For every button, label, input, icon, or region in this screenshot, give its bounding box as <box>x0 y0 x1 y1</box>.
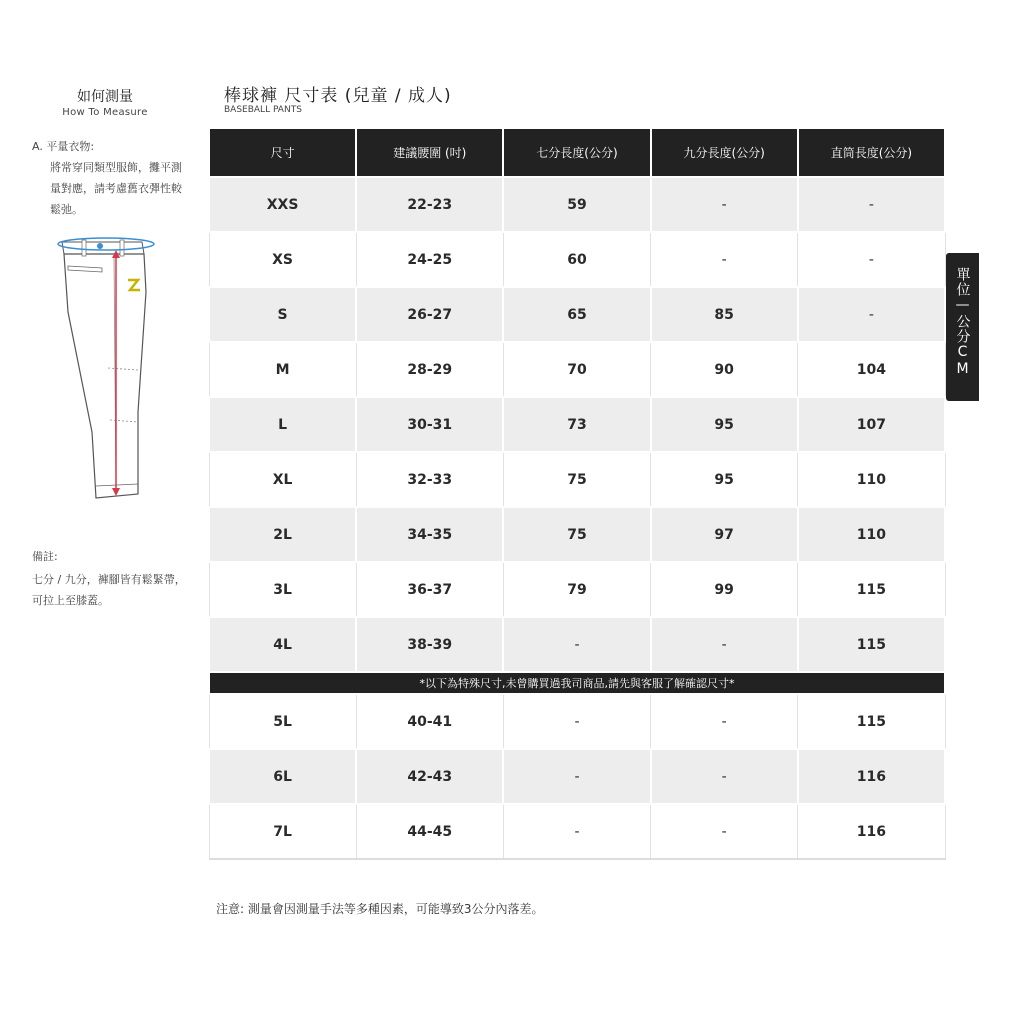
table-cell: L <box>209 397 356 452</box>
table-cell: - <box>798 232 945 287</box>
header-straight-length: 直筒長度(公分) <box>798 128 945 177</box>
table-row <box>209 562 945 617</box>
table-cell: 110 <box>798 452 945 507</box>
table-row <box>209 232 945 287</box>
table-cell: 26-27 <box>356 287 503 342</box>
table-cell: 90 <box>651 342 798 397</box>
how-to-measure-title-en: How To Measure <box>62 107 148 118</box>
table-cell: 60 <box>503 232 650 287</box>
header-size: 尺寸 <box>209 128 356 177</box>
table-cell: XXS <box>209 177 356 232</box>
table-cell: 73 <box>503 397 650 452</box>
table-cell: 99 <box>651 562 798 617</box>
table-row <box>209 749 945 804</box>
footnote: 注意: 測量會因測量手法等多種因素，可能導致3公分內落差。 <box>216 902 544 916</box>
table-cell: 65 <box>503 287 650 342</box>
table-cell: 5L <box>209 694 356 749</box>
table-cell: - <box>651 617 798 672</box>
table-cell: XS <box>209 232 356 287</box>
table-cell: - <box>798 177 945 232</box>
table-cell: - <box>651 232 798 287</box>
table-header-row <box>209 128 945 177</box>
table-cell: - <box>503 804 650 859</box>
table-cell: S <box>209 287 356 342</box>
table-row <box>209 694 945 749</box>
table-cell: 70 <box>503 342 650 397</box>
table-cell: 115 <box>798 617 945 672</box>
page-subtitle: BASEBALL PANTS <box>224 105 302 115</box>
note-label: 備註: <box>32 550 58 563</box>
table-row <box>209 617 945 672</box>
table-row <box>209 452 945 507</box>
table-cell: 4L <box>209 617 356 672</box>
table-cell: 116 <box>798 749 945 804</box>
size-chart-table <box>208 127 946 860</box>
table-cell: 38-39 <box>356 617 503 672</box>
table-cell: 34-35 <box>356 507 503 562</box>
special-size-note-row <box>209 672 945 694</box>
table-cell: 40-41 <box>356 694 503 749</box>
header-waist: 建議腰圍 (吋) <box>356 128 503 177</box>
table-cell: 36-37 <box>356 562 503 617</box>
table-cell: 116 <box>798 804 945 859</box>
table-cell: - <box>651 749 798 804</box>
table-cell: XL <box>209 452 356 507</box>
table-cell: 2L <box>209 507 356 562</box>
table-cell: - <box>651 694 798 749</box>
table-cell: 75 <box>503 507 650 562</box>
table-cell: - <box>798 287 945 342</box>
table-cell: 44-45 <box>356 804 503 859</box>
table-cell: 6L <box>209 749 356 804</box>
table-cell: 95 <box>651 397 798 452</box>
table-cell: 7L <box>209 804 356 859</box>
table-cell: - <box>503 749 650 804</box>
measure-description: 將常穿同類型服飾，攤平測量對應，請考慮舊衣彈性較鬆弛。 <box>50 161 182 216</box>
table-row <box>209 804 945 859</box>
how-to-measure-title <box>44 86 166 118</box>
table-cell: 95 <box>651 452 798 507</box>
table-cell: 30-31 <box>356 397 503 452</box>
table-cell: 75 <box>503 452 650 507</box>
special-size-note: *以下為特殊尺寸,未曾購買過我司商品,請先與客服了解確認尺寸* <box>209 672 945 694</box>
table-cell: - <box>503 694 650 749</box>
table-cell: 97 <box>651 507 798 562</box>
table-row <box>209 287 945 342</box>
table-row <box>209 177 945 232</box>
table-cell: - <box>651 804 798 859</box>
how-to-measure-title-zh: 如何測量 <box>77 89 133 105</box>
header-seven-tenths-length: 七分長度(公分) <box>503 128 650 177</box>
table-cell: 3L <box>209 562 356 617</box>
table-cell: 22-23 <box>356 177 503 232</box>
table-cell: 79 <box>503 562 650 617</box>
table-cell: 42-43 <box>356 749 503 804</box>
table-cell: 115 <box>798 562 945 617</box>
header-nine-tenths-length: 九分長度(公分) <box>651 128 798 177</box>
table-cell: 59 <box>503 177 650 232</box>
baseball-pants-icon <box>52 232 164 504</box>
table-row <box>209 397 945 452</box>
page-title: 棒球褲 尺寸表 (兒童 / 成人) <box>224 86 452 106</box>
note-text: 七分 / 九分，褲腳皆有鬆緊帶，可拉上至膝蓋。 <box>32 573 186 607</box>
measure-label: A. 平量衣物: <box>32 140 95 153</box>
table-row <box>209 342 945 397</box>
table-cell: 85 <box>651 287 798 342</box>
table-cell: 24-25 <box>356 232 503 287</box>
table-cell: 110 <box>798 507 945 562</box>
table-cell: 104 <box>798 342 945 397</box>
table-cell: 107 <box>798 397 945 452</box>
table-cell: - <box>651 177 798 232</box>
table-cell: M <box>209 342 356 397</box>
table-cell: 32-33 <box>356 452 503 507</box>
table-row <box>209 507 945 562</box>
unit-tab: 單位—公分CM <box>946 253 979 401</box>
table-cell: 115 <box>798 694 945 749</box>
table-cell: - <box>503 617 650 672</box>
table-cell: 28-29 <box>356 342 503 397</box>
